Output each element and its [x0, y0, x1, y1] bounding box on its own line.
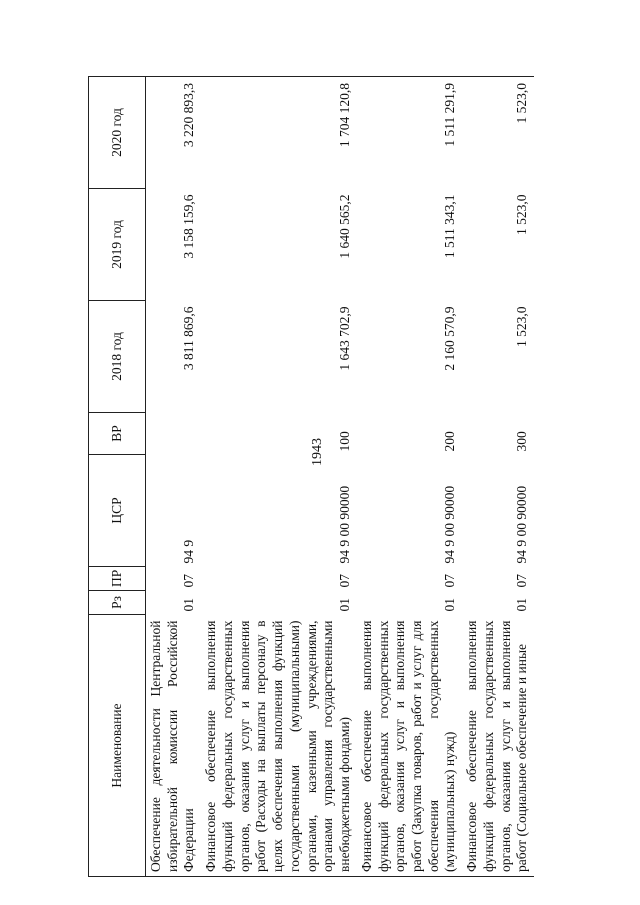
row-2018: 1 643 702,9 [337, 306, 353, 371]
header-pr: ПР [89, 567, 146, 591]
table-header-row [89, 77, 146, 877]
table-row [146, 77, 202, 877]
row-csr: 94 9 00 90000 [514, 485, 530, 564]
table-row [462, 77, 534, 877]
row-name: Финансовое обеспечение выполнения функций федеральных государственных органов, оказания услуг и выполнения работ (Закупка товаров, работ и услуг для обеспечения государственных (муниципальных) нужд) [357, 615, 462, 877]
row-csr: 94 9 [181, 539, 197, 564]
header-2020: 2020 год [89, 77, 146, 189]
row-2019: 1 511 343,1 [442, 194, 458, 259]
row-vr: 300 [514, 431, 530, 452]
row-2018: 3 811 869,6 [181, 306, 197, 371]
row-csr: 94 9 00 90000 [337, 485, 353, 564]
header-2019: 2019 год [89, 189, 146, 301]
header-2018: 2018 год [89, 301, 146, 413]
rotated-page-content [88, 77, 548, 877]
page-number: 1943 [310, 438, 325, 466]
row-2020: 1 523,0 [462, 77, 534, 189]
row-csr: 94 9 00 90000 [442, 485, 458, 564]
budget-table [88, 76, 534, 877]
row-2020: 1 511 291,9 [357, 77, 462, 189]
row-pr: 07 [337, 574, 353, 588]
table-row [357, 77, 462, 877]
row-2019: 1 640 565,2 [337, 194, 353, 259]
row-pr: 07 [442, 574, 458, 588]
row-rz: 01 [337, 598, 353, 612]
header-vr: ВР [89, 413, 146, 455]
row-name: Финансовое обеспечение выполнения функций федеральных государственных органов, оказания услуг и выполнения работ (Социальное обеспечение и иные [462, 615, 534, 877]
row-2020: 1 704 120,8 [201, 77, 357, 189]
header-csr: ЦСР [89, 455, 146, 567]
row-2018: 1 523,0 [514, 306, 530, 347]
header-rz: Рз [89, 591, 146, 615]
row-rz: 01 [181, 598, 197, 612]
header-name: Наименование [89, 615, 146, 877]
row-rz: 01 [442, 598, 458, 612]
row-vr: 200 [442, 431, 458, 452]
row-pr: 07 [514, 574, 530, 588]
row-2020: 3 220 893,3 [146, 77, 202, 189]
row-vr [146, 413, 202, 455]
row-vr: 100 [337, 431, 353, 452]
row-name: Обеспечение деятельности Центральной избирательной комиссии Российской Федерации [146, 615, 202, 877]
row-2019: 3 158 159,6 [181, 194, 197, 259]
table-row [201, 77, 357, 877]
row-pr: 07 [181, 574, 197, 588]
row-name: Финансовое обеспечение выполнения функций федеральных государственных органов, оказания услуг и выполнения работ (Расходы на выплаты персоналу в целях обеспечения выполнения функций государственными (муниципальными) органами, казенными учреждениями, органами управления государственными внебюджетными фондами) [201, 615, 357, 877]
row-2019: 1 523,0 [514, 194, 530, 235]
row-rz: 01 [514, 598, 530, 612]
row-2018: 2 160 570,9 [442, 306, 458, 371]
